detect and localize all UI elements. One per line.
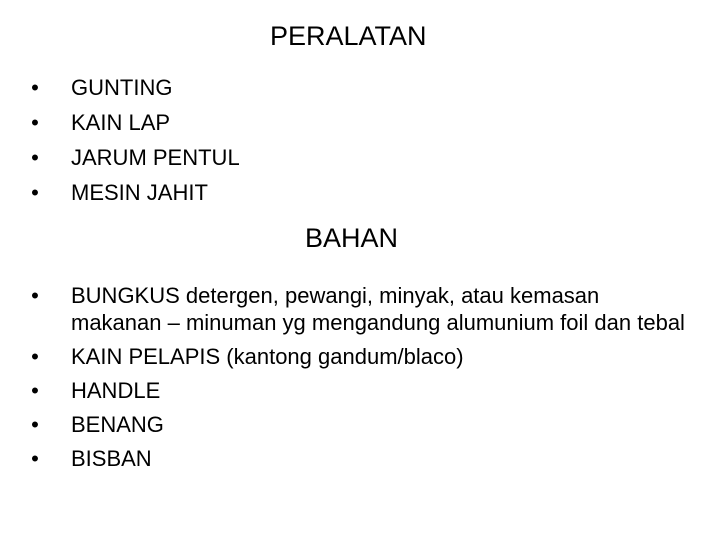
list-item bbox=[27, 374, 691, 408]
bullet-icon: • bbox=[31, 344, 39, 369]
list-item bbox=[27, 105, 240, 140]
item-text: MESIN JAHIT bbox=[71, 180, 208, 205]
bullet-icon: • bbox=[31, 110, 39, 135]
list-item bbox=[27, 70, 240, 105]
bullet-icon: • bbox=[31, 446, 39, 471]
item-text: JARUM PENTUL bbox=[71, 145, 240, 170]
list-item bbox=[27, 140, 240, 175]
item-text: BISBAN bbox=[71, 446, 152, 471]
bullet-icon: • bbox=[31, 180, 39, 205]
bullet-icon: • bbox=[31, 412, 39, 437]
bullet-icon: • bbox=[31, 378, 39, 403]
peralatan-list bbox=[27, 70, 240, 210]
item-text: GUNTING bbox=[71, 75, 173, 100]
list-item bbox=[27, 408, 691, 442]
bullet-icon: • bbox=[31, 145, 39, 170]
peralatan-heading: PERALATAN bbox=[270, 21, 427, 51]
bullet-icon: • bbox=[31, 283, 39, 308]
list-item bbox=[27, 280, 691, 340]
item-text: KAIN PELAPIS (kantong gandum/blaco) bbox=[71, 344, 464, 369]
item-text: HANDLE bbox=[71, 378, 161, 403]
bullet-icon: • bbox=[31, 75, 39, 100]
list-item bbox=[27, 442, 691, 476]
bahan-heading: BAHAN bbox=[305, 223, 399, 253]
item-text: BENANG bbox=[71, 412, 164, 437]
item-text: BUNGKUS detergen, pewangi, minyak, atau kemasan makanan – minuman yg mengandung alumunium foil dan tebal bbox=[71, 283, 685, 335]
item-text: KAIN LAP bbox=[71, 110, 171, 135]
list-item bbox=[27, 175, 240, 210]
bahan-list bbox=[27, 280, 691, 476]
list-item bbox=[27, 340, 691, 374]
